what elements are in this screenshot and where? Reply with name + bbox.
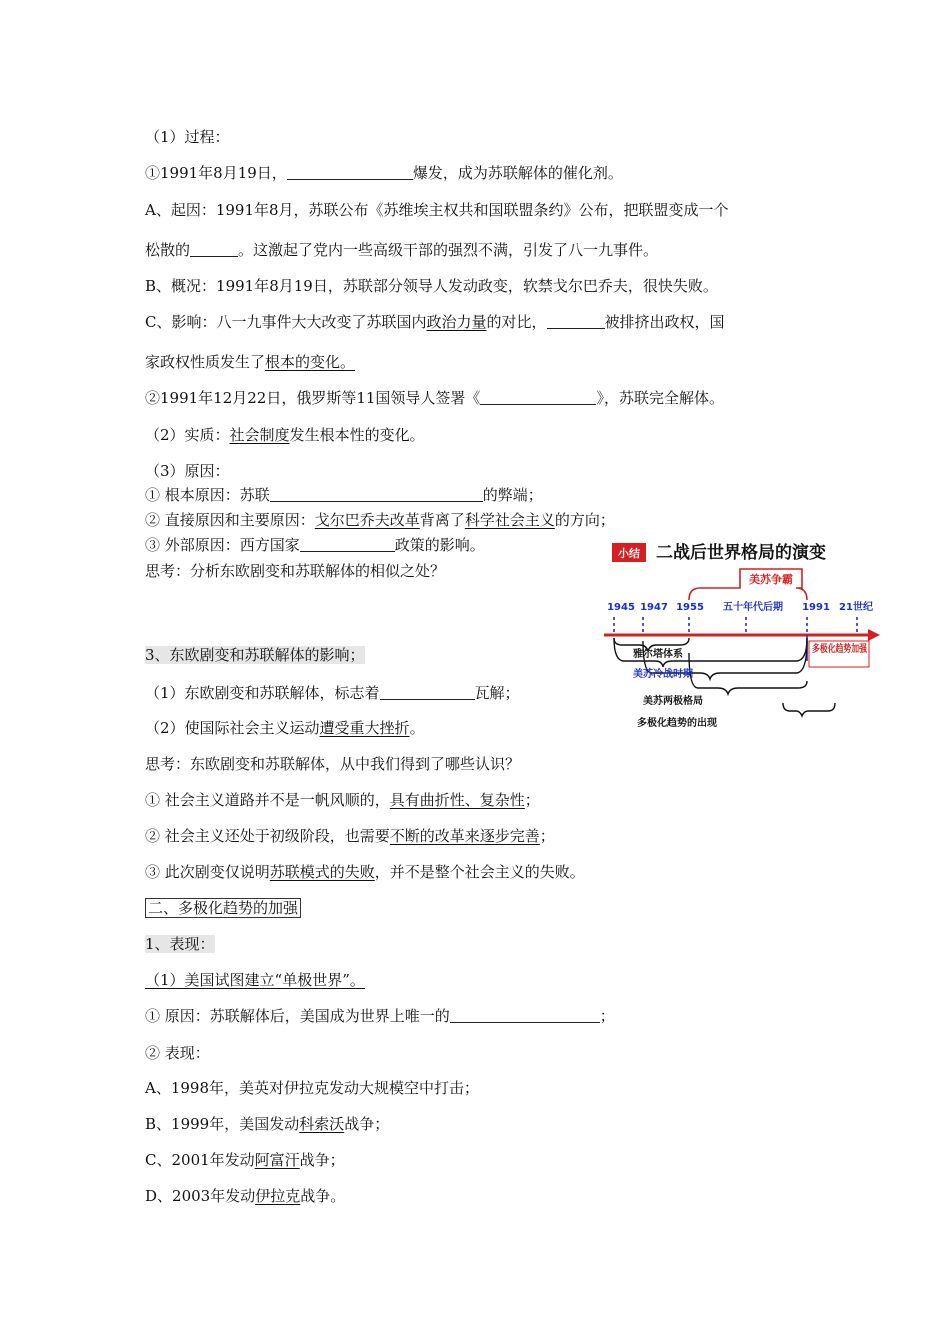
- year-label: 五十年代后期: [723, 602, 783, 613]
- text: （1）东欧剧变和苏联解体，标志着: [145, 684, 380, 702]
- text: D、2003年发动: [145, 1187, 256, 1205]
- text: 背离了: [419, 511, 465, 529]
- answer-tortuous: 具有曲折性、复杂性: [389, 791, 525, 809]
- think-2: 思考：东欧剧变和苏联解体，从中我们得到了哪些认识？: [145, 755, 521, 773]
- answer-major-setback: 遭受重大挫折: [319, 719, 410, 737]
- think-1: 思考：分析东欧剧变和苏联解体的相似之处？: [145, 562, 446, 580]
- answer-kosovo: 科索沃: [299, 1115, 345, 1133]
- fill-blank[interactable]: [287, 165, 413, 180]
- year-label: 1947: [640, 602, 668, 613]
- effect-2: [145, 718, 425, 738]
- text: 松散的: [145, 241, 191, 259]
- answer-scientific-socialism: 科学社会主义: [464, 511, 555, 529]
- manifestation-heading: [145, 934, 215, 954]
- text: ；: [599, 1007, 615, 1025]
- text: C、影响：八一九事件大大改变了苏联国内: [145, 313, 427, 331]
- answer-afghanistan: 阿富汗: [254, 1151, 300, 1169]
- reason-external: [145, 535, 485, 555]
- bipolar-label: 美苏两极格局: [643, 696, 703, 707]
- insight-1: [145, 790, 540, 810]
- text: ③ 此次剧变仅说明: [145, 863, 270, 881]
- text: 瓦解；: [474, 684, 520, 702]
- fill-blank[interactable]: [300, 537, 395, 552]
- text: ，并不是整个社会主义的失败。: [374, 863, 585, 881]
- impact-line: [145, 312, 725, 332]
- yalta-label: 雅尔塔体系: [633, 649, 683, 660]
- year-label: 21世纪: [839, 602, 873, 613]
- cause-line: A、起因：1991年8月，苏联公布《苏维埃主权共和国联盟条约》公布，把联盟变成一个: [145, 201, 729, 219]
- fill-blank[interactable]: [380, 685, 475, 700]
- text: （2）使国际社会主义运动: [145, 719, 320, 737]
- section-3-heading: [145, 645, 365, 665]
- text: ；: [539, 827, 555, 845]
- answer-social-system: 社会制度: [229, 426, 290, 444]
- text: 3、东欧剧变和苏联解体的影响；: [145, 646, 365, 664]
- text: B、1999年，美国发动: [145, 1115, 300, 1133]
- impact-line-cont: [145, 352, 355, 372]
- fill-blank[interactable]: [190, 242, 238, 257]
- text: 被排挤出政权，国: [604, 313, 725, 331]
- text: 政策的影响。: [394, 536, 485, 554]
- text: ① 原因：苏联解体后，美国成为世界上唯一的: [145, 1007, 450, 1025]
- process-item-1: [145, 163, 623, 183]
- section-2-heading: [145, 898, 301, 918]
- answer-political-forces: 政治力量: [426, 313, 487, 331]
- text: 二、多极化趋势的加强: [145, 898, 301, 918]
- text: 战争。: [300, 1187, 346, 1205]
- text: ①1991年8月19日，: [145, 164, 287, 182]
- text: （2）实质：: [145, 426, 230, 444]
- diagram-title: 二战后世界格局的演变: [656, 543, 826, 563]
- text: 的方向；: [554, 511, 615, 529]
- answer-soviet-model: 苏联模式的失败: [269, 863, 375, 881]
- text: 的对比，: [486, 313, 547, 331]
- text: ② 社会主义还处于初级阶段，也需要: [145, 827, 390, 845]
- us-action-a: A、1998年，美英对伊拉克发动大规模空中打击；: [145, 1079, 480, 1097]
- text: 发生根本性的变化。: [289, 426, 425, 444]
- multipolar-emerge-label: 多极化趋势的出现: [637, 718, 717, 729]
- answer-fundamental-change: 根本的变化。: [265, 353, 356, 371]
- us-action-c: [145, 1150, 345, 1170]
- us-unipolar: [145, 970, 365, 990]
- text: ① 社会主义道路并不是一帆风顺的，: [145, 791, 390, 809]
- text: 的弊端；: [482, 486, 543, 504]
- text: （1）美国试图建立“单极世界”。: [145, 971, 365, 989]
- reason-root: [145, 485, 543, 505]
- text: 战争；: [299, 1151, 345, 1169]
- text: 。这激起了党内一些高级干部的强烈不满，引发了八一九事件。: [238, 241, 659, 259]
- reasons-heading: （3）原因：: [145, 462, 230, 480]
- insight-2: [145, 826, 555, 846]
- rivalry-label: 美苏争霸: [749, 573, 793, 586]
- text: 爆发，成为苏联解体的催化剂。: [412, 164, 623, 182]
- fill-blank[interactable]: [270, 487, 483, 502]
- summary-badge-label: 小结: [618, 547, 640, 560]
- effect-1: [145, 683, 520, 703]
- us-action-d: [145, 1186, 345, 1206]
- essence-line: [145, 425, 425, 445]
- fill-blank[interactable]: [480, 390, 596, 405]
- text: C、2001年发动: [145, 1151, 255, 1169]
- cold-war-label: 美苏冷战时期: [633, 669, 693, 680]
- text: ；: [524, 791, 540, 809]
- reason-direct: [145, 510, 615, 530]
- year-label: 1945: [607, 602, 635, 613]
- overview-line: B、概况：1991年8月19日，苏联部分领导人发动政变，软禁戈尔巴乔夫，很快失败。: [145, 277, 718, 295]
- answer-reform: 不断的改革来逐步完善: [389, 827, 540, 845]
- year-label: 1955: [676, 602, 704, 613]
- text: 家政权性质发生了: [145, 353, 266, 371]
- world-pattern-timeline-diagram: [600, 533, 890, 743]
- text: 》，苏联完全解体。: [596, 389, 724, 407]
- us-action-b: [145, 1114, 389, 1134]
- insight-3: [145, 862, 585, 882]
- text: 1、表现：: [145, 935, 215, 953]
- year-label: 1991: [802, 602, 830, 613]
- text: 。: [409, 719, 425, 737]
- cause-line-cont: [145, 240, 658, 260]
- text: ② 直接原因和主要原因：: [145, 511, 315, 529]
- fill-blank[interactable]: [450, 1008, 600, 1023]
- answer-gorbachev-reform: 戈尔巴乔夫改革: [314, 511, 420, 529]
- us-reason: [145, 1006, 615, 1026]
- multipolar-strong-label: 多极化趋势加强: [812, 644, 882, 655]
- text: 战争；: [344, 1115, 390, 1133]
- process-item-2: [145, 388, 724, 408]
- timeline-arrow: [868, 629, 880, 641]
- process-heading: （1）过程：: [145, 128, 230, 146]
- answer-iraq: 伊拉克: [255, 1187, 301, 1205]
- text: ③ 外部原因：西方国家: [145, 536, 300, 554]
- us-actions-heading: ② 表现：: [145, 1044, 210, 1062]
- text: ②1991年12月22日，俄罗斯等11国领导人签署《: [145, 389, 481, 407]
- fill-blank[interactable]: [547, 314, 605, 329]
- text: ① 根本原因：苏联: [145, 486, 270, 504]
- year-ticks: [614, 617, 857, 634]
